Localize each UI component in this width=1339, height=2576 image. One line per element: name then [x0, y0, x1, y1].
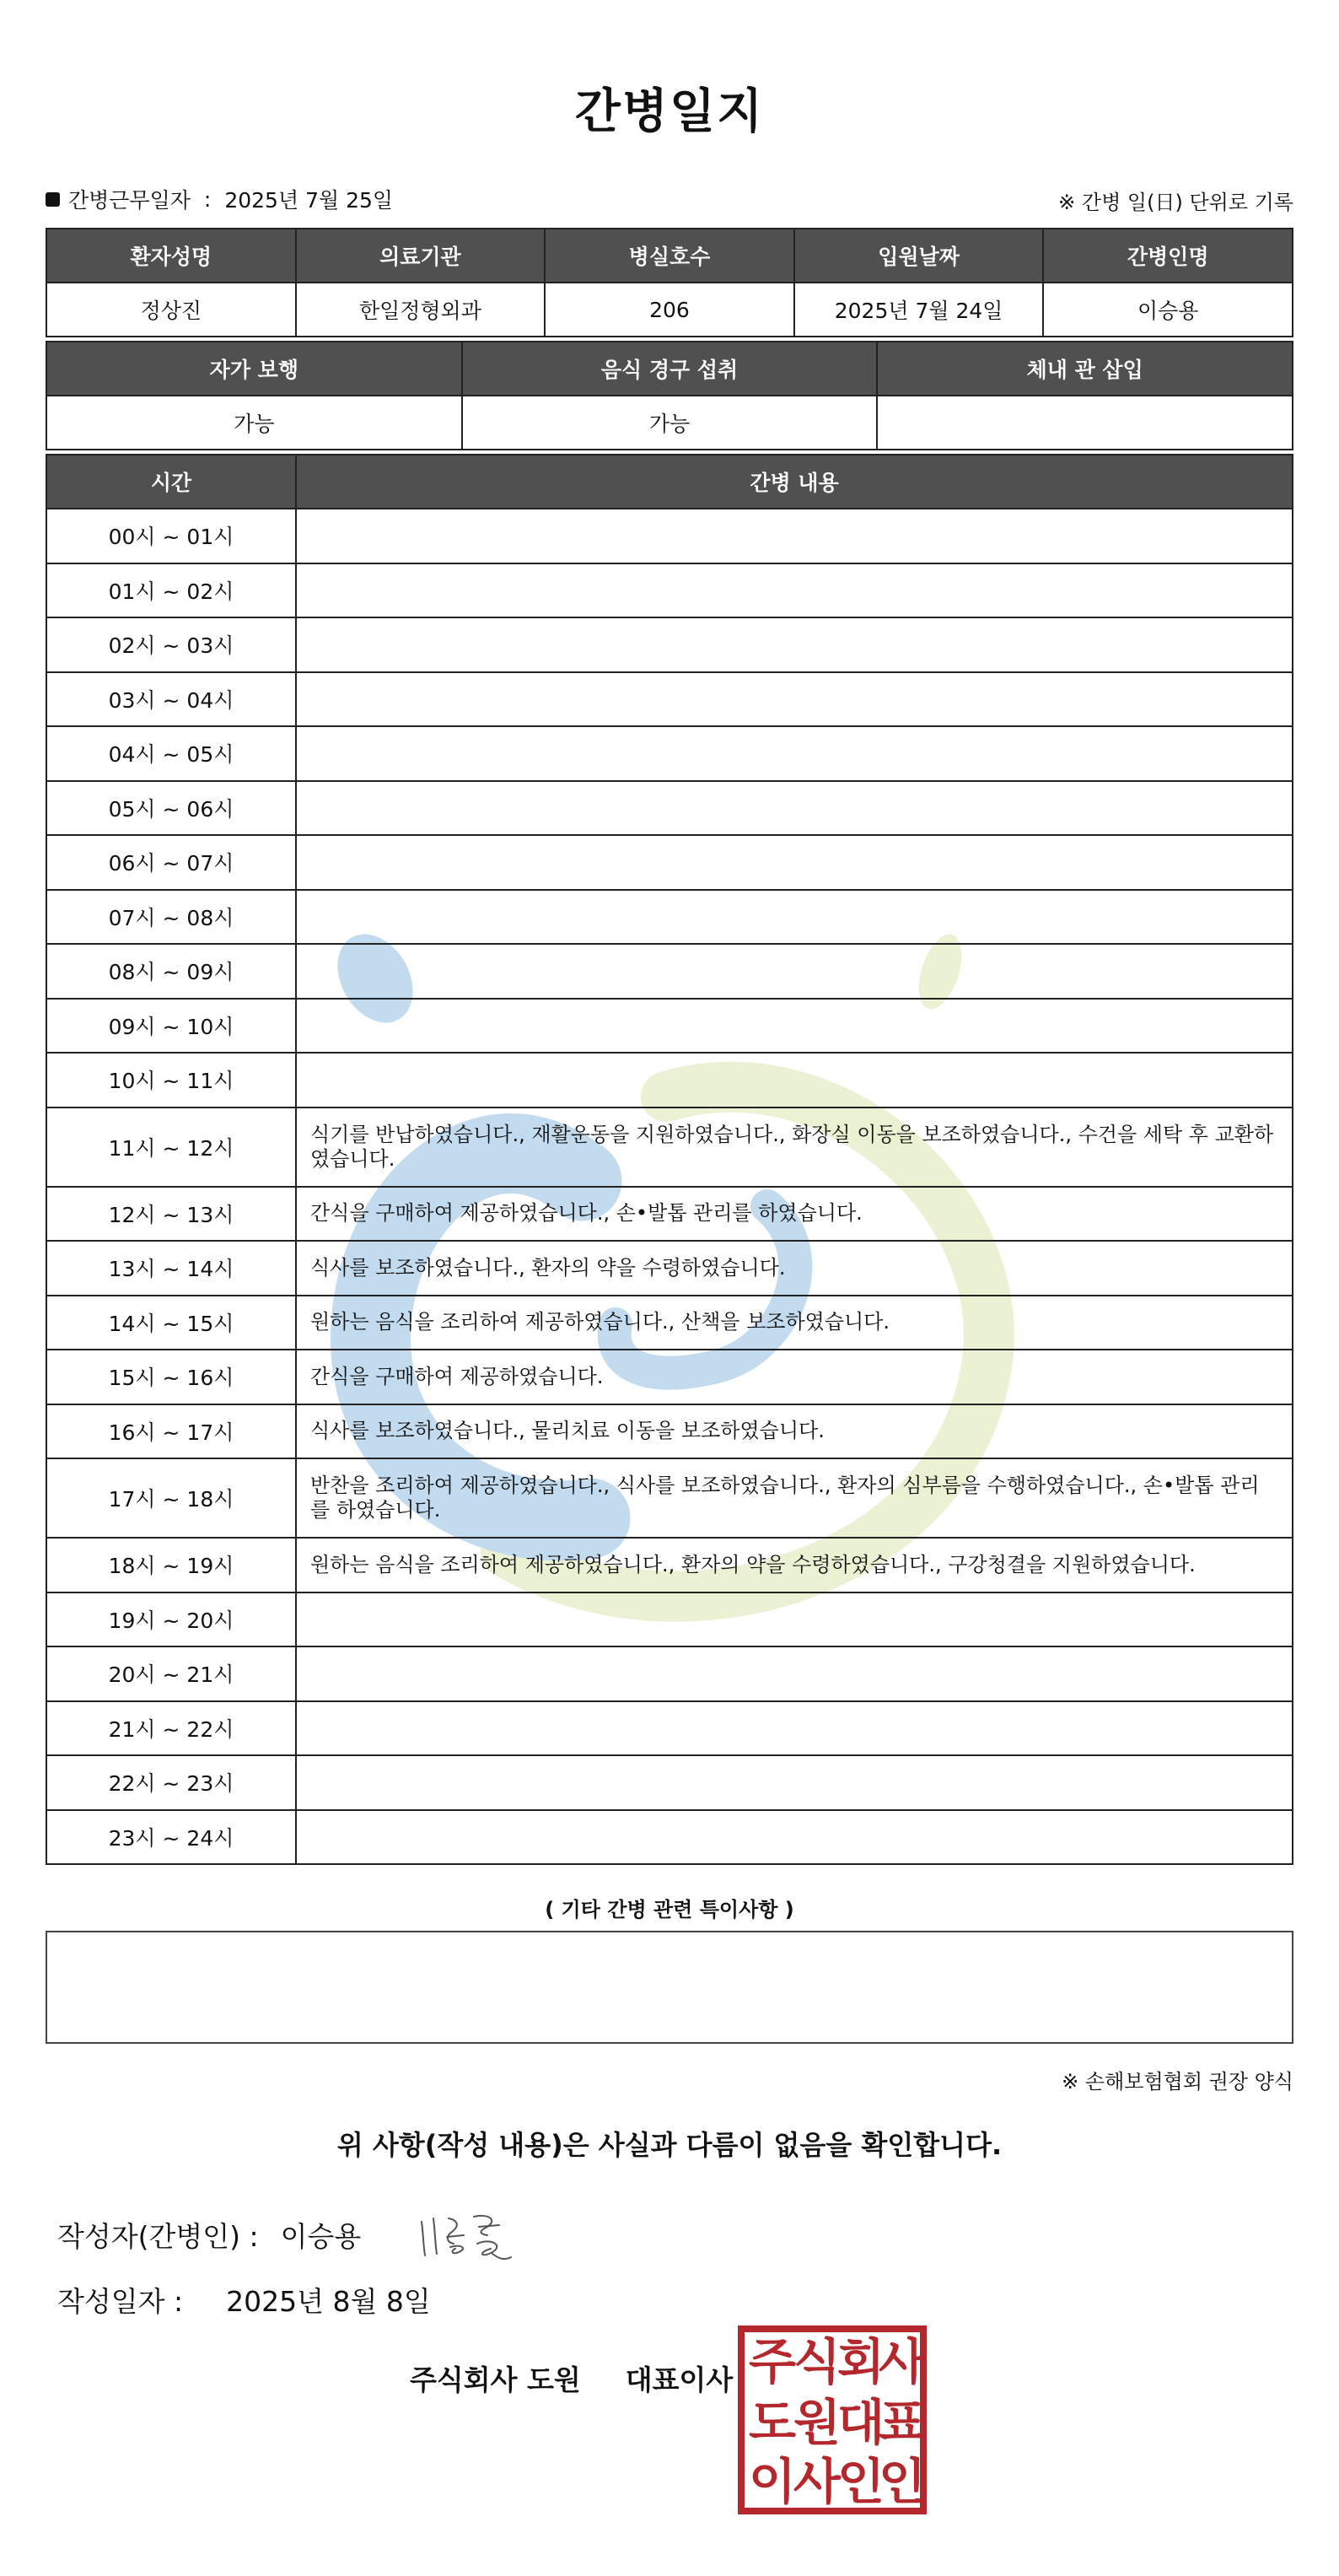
time-cell: 13시 ~ 14시 — [46, 1241, 296, 1296]
svg-text:회: 회 — [836, 2333, 885, 2390]
content-cell — [296, 563, 1293, 618]
header-tube-insertion: 체내 관 삽입 — [877, 342, 1293, 396]
table-row — [46, 835, 1293, 890]
time-cell: 21시 ~ 22시 — [46, 1701, 296, 1756]
time-cell: 03시 ~ 04시 — [46, 672, 296, 727]
content-cell: 원하는 음식을 조리하여 제공하였습니다., 환자의 약을 수령하였습니다., 구강청결을 지원하였습니다. — [296, 1538, 1293, 1592]
table-row — [46, 617, 1293, 672]
time-cell: 08시 ~ 09시 — [46, 944, 296, 999]
write-date-label: 작성일자 : — [57, 2285, 184, 2318]
header-caregiver-name: 간병인명 — [1043, 229, 1293, 283]
table-row — [46, 1053, 1293, 1107]
svg-text:사: 사 — [878, 2333, 927, 2390]
header-room-number: 병실호수 — [545, 229, 794, 283]
hospital-name: 한일정형외과 — [296, 283, 546, 337]
writer-line — [57, 2215, 361, 2255]
remarks-box — [46, 1931, 1293, 2044]
time-cell: 07시 ~ 08시 — [46, 890, 296, 945]
svg-text:원: 원 — [793, 2394, 842, 2451]
time-cell: 15시 ~ 16시 — [46, 1350, 296, 1404]
writer-label: 작성자(간병인) : — [57, 2220, 259, 2253]
content-cell — [296, 1592, 1293, 1647]
self-walking-value: 가능 — [46, 396, 462, 450]
company-title: 대표이사 — [625, 2363, 734, 2396]
tube-insertion-value — [877, 396, 1293, 450]
table-row — [46, 563, 1293, 618]
table-row — [46, 890, 1293, 945]
content-cell — [296, 781, 1293, 836]
work-date-value: 2025년 7월 25일 — [224, 188, 394, 213]
write-date-line — [57, 2280, 431, 2320]
content-cell: 반찬을 조리하여 제공하였습니다., 식사를 보조하였습니다., 환자의 심부름을 수행하였습니다., 손•발톱 관리를 하였습니다. — [296, 1458, 1293, 1538]
header-oral-intake: 음식 경구 섭취 — [462, 342, 878, 396]
time-cell: 10시 ~ 11시 — [46, 1053, 296, 1107]
svg-text:사: 사 — [793, 2453, 842, 2510]
content-cell — [296, 509, 1293, 563]
svg-text:도: 도 — [748, 2394, 797, 2451]
table-row — [46, 1404, 1293, 1459]
svg-text:대: 대 — [836, 2394, 885, 2451]
handwritten-signature — [411, 2203, 521, 2271]
content-cell — [296, 672, 1293, 727]
content-cell: 식사를 보조하였습니다., 물리치료 이동을 보조하였습니다. — [296, 1404, 1293, 1459]
content-cell — [296, 999, 1293, 1054]
content-cell: 간식을 구매하여 제공하였습니다. — [296, 1350, 1293, 1404]
content-cell — [296, 944, 1293, 999]
company-seal-stamp — [737, 2325, 928, 2515]
header-admission-date: 입원날짜 — [794, 229, 1044, 283]
confirmation-statement: 위 사항(작성 내용)은 사실과 다름이 없음을 확인합니다. — [336, 2129, 1003, 2161]
write-date-value: 2025년 8월 8일 — [226, 2285, 431, 2318]
time-cell: 01시 ~ 02시 — [46, 563, 296, 618]
page-title: 간병일지 — [574, 84, 765, 139]
time-cell: 17시 ~ 18시 — [46, 1458, 296, 1538]
header-hospital: 의료기관 — [296, 229, 546, 283]
content-cell: 식사를 보조하였습니다., 환자의 약을 수령하였습니다. — [296, 1241, 1293, 1296]
status-value-row — [46, 396, 1293, 450]
company-name: 주식회사 도원 — [410, 2363, 581, 2396]
oral-intake-value: 가능 — [462, 396, 878, 450]
content-cell — [296, 890, 1293, 945]
patient-name: 정상진 — [46, 283, 296, 337]
table-row — [46, 1592, 1293, 1647]
table-row — [46, 1296, 1293, 1350]
table-row — [46, 1810, 1293, 1865]
table-row — [46, 1755, 1293, 1810]
status-header-row — [46, 342, 1293, 396]
time-cell: 09시 ~ 10시 — [46, 999, 296, 1054]
bullet-square-icon — [46, 192, 60, 207]
content-cell: 원하는 음식을 조리하여 제공하였습니다., 산책을 보조하였습니다. — [296, 1296, 1293, 1350]
admission-date: 2025년 7월 24일 — [794, 283, 1044, 337]
patient-status-table — [46, 341, 1293, 450]
table-row — [46, 509, 1293, 563]
table-row — [46, 726, 1293, 781]
content-cell — [296, 1701, 1293, 1756]
time-cell: 20시 ~ 21시 — [46, 1646, 296, 1701]
content-cell — [296, 835, 1293, 890]
content-cell — [296, 1646, 1293, 1701]
time-cell: 14시 ~ 15시 — [46, 1296, 296, 1350]
table-row — [46, 1538, 1293, 1592]
recommend-note: ※ 손해보험협회 권장 양식 — [1062, 2070, 1293, 2094]
content-cell — [296, 1810, 1293, 1865]
svg-text:인: 인 — [878, 2453, 927, 2510]
time-cell: 19시 ~ 20시 — [46, 1592, 296, 1647]
svg-text:인: 인 — [836, 2453, 885, 2510]
patient-info-table — [46, 228, 1293, 337]
header-patient-name: 환자성명 — [46, 229, 296, 283]
content-cell — [296, 726, 1293, 781]
table-row — [46, 944, 1293, 999]
content-cell — [296, 1755, 1293, 1810]
time-cell: 06시 ~ 07시 — [46, 835, 296, 890]
time-cell: 16시 ~ 17시 — [46, 1404, 296, 1459]
time-cell: 12시 ~ 13시 — [46, 1187, 296, 1242]
time-cell: 04시 ~ 05시 — [46, 726, 296, 781]
work-date-line — [46, 184, 393, 214]
work-date-separator: : — [203, 186, 212, 212]
table-row — [46, 1458, 1293, 1538]
table-row — [46, 1350, 1293, 1404]
header-care-content: 간병 내용 — [296, 455, 1293, 509]
table-row — [46, 1646, 1293, 1701]
patient-info-header-row — [46, 229, 1293, 283]
table-row — [46, 1187, 1293, 1242]
company-line — [410, 2358, 733, 2398]
time-cell: 05시 ~ 06시 — [46, 781, 296, 836]
patient-info-value-row — [46, 283, 1293, 337]
content-cell: 식기를 반납하였습니다., 재활운동을 지원하였습니다., 화장실 이동을 보조하였습니다., 수건을 세탁 후 교환하였습니다. — [296, 1107, 1293, 1187]
work-date-label: 간병근무일자 — [68, 188, 191, 213]
time-cell: 00시 ~ 01시 — [46, 509, 296, 563]
table-row — [46, 999, 1293, 1054]
time-cell: 23시 ~ 24시 — [46, 1810, 296, 1865]
record-unit-note: ※ 간병 일(日) 단위로 기록 — [1058, 191, 1293, 214]
table-row — [46, 672, 1293, 727]
time-cell: 22시 ~ 23시 — [46, 1755, 296, 1810]
header-self-walking: 자가 보행 — [46, 342, 462, 396]
content-cell: 간식을 구매하여 제공하였습니다., 손•발톱 관리를 하였습니다. — [296, 1187, 1293, 1242]
table-row — [46, 781, 1293, 836]
content-cell — [296, 1053, 1293, 1107]
table-row — [46, 1241, 1293, 1296]
care-log-header-row — [46, 455, 1293, 509]
content-cell — [296, 617, 1293, 672]
table-row — [46, 1107, 1293, 1187]
table-row — [46, 1701, 1293, 1756]
writer-name: 이승용 — [280, 2220, 362, 2253]
remarks-label: ( 기타 간병 관련 특이사항 ) — [545, 1898, 794, 1921]
caregiver-name: 이승용 — [1043, 283, 1293, 337]
header-time: 시간 — [46, 455, 296, 509]
time-cell: 18시 ~ 19시 — [46, 1538, 296, 1592]
svg-text:식: 식 — [793, 2333, 842, 2390]
care-log-table — [46, 454, 1293, 1865]
svg-text:표: 표 — [878, 2394, 927, 2451]
time-cell: 11시 ~ 12시 — [46, 1107, 296, 1187]
svg-text:주: 주 — [748, 2333, 797, 2390]
room-number: 206 — [545, 283, 794, 337]
time-cell: 02시 ~ 03시 — [46, 617, 296, 672]
svg-text:이: 이 — [748, 2453, 797, 2510]
